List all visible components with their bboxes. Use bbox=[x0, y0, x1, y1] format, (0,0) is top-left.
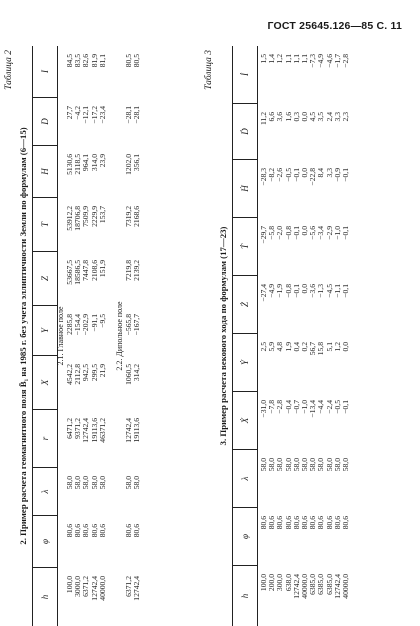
table-cell: 80,6 bbox=[65, 524, 74, 538]
page-header: ГОСТ 25645.126—85 С. 11 bbox=[267, 20, 402, 32]
table-cell: 1202,0 bbox=[124, 154, 133, 175]
table-cell: 3,3 bbox=[332, 112, 342, 122]
table-cell: 6385,0 bbox=[308, 574, 318, 595]
table-cell: −0,4 bbox=[283, 400, 293, 414]
table-cell: −2,9 bbox=[324, 226, 334, 240]
table-cell: −4,9 bbox=[316, 54, 326, 68]
table-cell: 12742,4 bbox=[124, 418, 133, 443]
table-cell: 80,6 bbox=[89, 524, 99, 538]
table-cell: 153,7 bbox=[97, 206, 107, 224]
table-cell: 58,0 bbox=[124, 476, 133, 490]
table-cell: −13,4 bbox=[308, 400, 318, 418]
table2-col-header: H bbox=[33, 146, 57, 198]
table-cell: −0,8 bbox=[283, 284, 293, 298]
table-cell: 4,8 bbox=[275, 342, 285, 352]
table-row bbox=[293, 46, 301, 626]
table-row bbox=[285, 46, 293, 626]
table3-col-header: Ẏ bbox=[233, 334, 257, 392]
table-cell: −5,8 bbox=[267, 226, 277, 240]
table-cell: 1060,5 bbox=[124, 364, 133, 385]
table-cell: −17,2 bbox=[89, 106, 99, 124]
table-cell: 46371,2 bbox=[97, 418, 107, 443]
table-cell: 58,0 bbox=[324, 458, 334, 472]
table-cell: −27,4 bbox=[259, 284, 268, 302]
table-cell: 19113,6 bbox=[132, 418, 142, 443]
table2-col-header: h bbox=[40, 594, 50, 600]
table-cell: 21,9 bbox=[97, 364, 107, 378]
table-cell: 80,6 bbox=[132, 524, 142, 538]
table-cell: 3000,0 bbox=[73, 576, 83, 597]
table-cell: 7219,8 bbox=[124, 260, 133, 281]
table-cell: 6471,2 bbox=[65, 418, 74, 439]
table-cell: 2168,6 bbox=[132, 206, 142, 227]
table-cell: 1,2 bbox=[275, 54, 285, 64]
table-cell: 58,0 bbox=[316, 458, 326, 472]
table-cell: 0,3 bbox=[291, 112, 301, 122]
table-cell: 7509,9 bbox=[81, 206, 91, 227]
table-cell: 80,6 bbox=[332, 516, 342, 530]
table-row bbox=[326, 46, 334, 626]
table-cell: 58,0 bbox=[132, 476, 142, 490]
table2-col-header: D bbox=[33, 98, 57, 146]
table-cell: 58,0 bbox=[341, 458, 350, 472]
table-cell: −29,7 bbox=[259, 226, 268, 244]
table3-col-header: Ḣ bbox=[233, 160, 257, 218]
table-cell: 3,5 bbox=[316, 112, 326, 122]
table-cell: 151,9 bbox=[97, 260, 107, 278]
table-3-label: Таблица 3 bbox=[204, 50, 214, 90]
table-cell: 80,6 bbox=[275, 516, 285, 530]
table-row bbox=[99, 46, 107, 626]
table-cell: 6385,0 bbox=[316, 574, 326, 595]
table2-col-header: T bbox=[33, 198, 57, 252]
table-cell: 80,6 bbox=[341, 516, 350, 530]
table-cell: 82,6 bbox=[81, 54, 91, 68]
table-cell: −9,5 bbox=[97, 314, 107, 328]
table-cell: −4,9 bbox=[267, 284, 277, 298]
table-cell: −0,1 bbox=[291, 284, 301, 298]
table-cell: −91,1 bbox=[89, 314, 99, 332]
table-cell: 300,0 bbox=[275, 574, 285, 592]
table-cell: −28,1 bbox=[124, 106, 133, 124]
table-cell: 80,6 bbox=[316, 516, 326, 530]
table-cell: 638,0 bbox=[283, 574, 293, 592]
table-cell: −1,0 bbox=[332, 226, 342, 240]
table2-col-header: φ bbox=[33, 516, 57, 568]
table-cell: −3,6 bbox=[308, 284, 318, 298]
table-cell: 19113,6 bbox=[89, 418, 99, 443]
table-cell: 3,6 bbox=[275, 112, 285, 122]
table-cell: −28,3 bbox=[259, 168, 268, 186]
table-cell: 80,6 bbox=[267, 516, 277, 530]
table-cell: 53667,5 bbox=[65, 260, 74, 285]
table-2-header bbox=[32, 46, 58, 626]
table-cell: 58,0 bbox=[259, 458, 268, 472]
section-title: 2.2. Дипольное поле bbox=[115, 301, 124, 371]
table3-col-header: h bbox=[240, 593, 250, 599]
table-cell: 1,1 bbox=[300, 54, 309, 64]
table-cell: −31,0 bbox=[259, 400, 268, 418]
table-cell: 80,6 bbox=[81, 524, 91, 538]
table-cell: −1,7 bbox=[332, 54, 342, 68]
table-row bbox=[91, 46, 99, 626]
table-cell: 1,5 bbox=[259, 54, 268, 64]
table-cell: 1,4 bbox=[267, 54, 277, 64]
table-cell: 81,9 bbox=[89, 54, 99, 68]
table-cell: −2,0 bbox=[275, 226, 285, 240]
table-cell: 0,0 bbox=[341, 342, 350, 352]
table-cell: 2139,2 bbox=[132, 260, 142, 281]
table-cell: 81,1 bbox=[97, 54, 107, 68]
table-cell: −4,4 bbox=[316, 400, 326, 414]
table-cell: 12742,4 bbox=[332, 574, 342, 599]
table-cell: 2,5 bbox=[259, 342, 268, 352]
table-cell: 12742,4 bbox=[132, 576, 142, 601]
table-cell: −0,5 bbox=[283, 168, 293, 182]
table-cell: −7,3 bbox=[308, 54, 318, 68]
table-cell: 12742,4 bbox=[291, 574, 301, 599]
table3-col-header: Ḋ bbox=[233, 104, 257, 160]
table-cell: 23,9 bbox=[97, 154, 107, 168]
table-cell: −0,5 bbox=[332, 400, 342, 414]
table-cell: 58,0 bbox=[65, 476, 74, 490]
table-cell: 58,0 bbox=[291, 458, 301, 472]
table-cell: 58,0 bbox=[73, 476, 83, 490]
table-cell: 2108,6 bbox=[89, 260, 99, 281]
table-cell: 80,6 bbox=[124, 524, 133, 538]
table-row bbox=[334, 46, 342, 626]
table-row bbox=[342, 46, 350, 626]
table2-col-header: λ bbox=[33, 468, 57, 516]
table-cell: 58,0 bbox=[81, 476, 91, 490]
table-cell: 100,0 bbox=[259, 574, 268, 592]
table-row bbox=[309, 46, 317, 626]
table-cell: −0,1 bbox=[341, 284, 350, 298]
table-cell: 80,6 bbox=[300, 516, 309, 530]
table2-col-header: Y bbox=[33, 306, 57, 356]
table-cell: 80,5 bbox=[132, 54, 142, 68]
table-cell: 964,1 bbox=[81, 154, 91, 172]
table-cell: 6,6 bbox=[267, 112, 277, 122]
table-cell: −2,8 bbox=[275, 400, 285, 414]
table-cell: 80,6 bbox=[73, 524, 83, 538]
table2-col-header: r bbox=[33, 410, 57, 468]
table-cell: 314,2 bbox=[132, 364, 142, 382]
table-cell: 3,3 bbox=[324, 168, 334, 178]
table-cell: 58,0 bbox=[300, 458, 309, 472]
table-cell: 12742,4 bbox=[81, 418, 91, 443]
table-cell: 1,2 bbox=[332, 342, 342, 352]
table-cell: −0,1 bbox=[291, 168, 301, 182]
table-cell: 2,4 bbox=[324, 112, 334, 122]
table-cell: −2,4 bbox=[324, 400, 334, 414]
table-cell: 299,5 bbox=[89, 364, 99, 382]
table-cell: 9371,2 bbox=[73, 418, 83, 439]
table-cell: 5,9 bbox=[267, 342, 277, 352]
table-cell: 356,1 bbox=[132, 154, 142, 172]
table-cell: 1,6 bbox=[283, 112, 293, 122]
rotated-page-content bbox=[0, 46, 392, 626]
table-cell: 56,7 bbox=[308, 342, 318, 356]
table2-col-header: X bbox=[33, 356, 57, 410]
table-row bbox=[276, 46, 284, 626]
table-row bbox=[66, 46, 74, 626]
table-cell: 0,4 bbox=[291, 342, 301, 352]
table-cell: −0,9 bbox=[332, 168, 342, 182]
table-cell: 58,0 bbox=[275, 458, 285, 472]
table3-col-header: İ bbox=[233, 46, 257, 104]
table-cell: −0,1 bbox=[341, 226, 350, 240]
table-cell: −3,4 bbox=[316, 226, 326, 240]
table3-col-header: Ż bbox=[233, 276, 257, 334]
table-cell: 7447,8 bbox=[81, 260, 91, 281]
table-row bbox=[74, 46, 82, 626]
table-cell: 1,9 bbox=[283, 342, 293, 352]
table-3-title: 3. Пример расчета векового хода по формулам (17—23) bbox=[218, 226, 228, 446]
table-cell: −1,1 bbox=[332, 284, 342, 298]
table-cell: 0,0 bbox=[300, 226, 309, 236]
table-cell: 2118,5 bbox=[73, 154, 83, 175]
table-cell: 58,0 bbox=[332, 458, 342, 472]
table-cell: 4,5 bbox=[308, 112, 318, 122]
table-row bbox=[125, 46, 133, 626]
table-cell: 7319,2 bbox=[124, 206, 133, 227]
table2-col-header: I bbox=[33, 46, 57, 98]
table-cell: 2285,8 bbox=[65, 314, 74, 335]
table-cell: −8,2 bbox=[267, 168, 277, 182]
table-cell: 40000,0 bbox=[341, 574, 350, 599]
table-cell: 27,7 bbox=[65, 106, 74, 120]
table-cell: 53912,2 bbox=[65, 206, 74, 231]
table-cell: −5,6 bbox=[308, 226, 318, 240]
table-cell: 6371,2 bbox=[81, 576, 91, 597]
table-cell: 5,1 bbox=[324, 342, 334, 352]
table-cell: 2,3 bbox=[341, 112, 350, 122]
table-cell: 1,1 bbox=[283, 54, 293, 64]
table3-col-header: λ bbox=[233, 450, 257, 508]
table-cell: −23,4 bbox=[97, 106, 107, 124]
table-row bbox=[317, 46, 325, 626]
table-cell: 58,0 bbox=[97, 476, 107, 490]
table-2-label: Таблица 2 bbox=[4, 50, 14, 90]
table-cell: −1,0 bbox=[300, 400, 309, 414]
table-cell: 18706,8 bbox=[73, 206, 83, 231]
table-cell: 2112,8 bbox=[73, 364, 83, 385]
table-cell: 80,6 bbox=[97, 524, 107, 538]
table-cell: −167,7 bbox=[132, 314, 142, 336]
table-cell: 80,6 bbox=[283, 516, 293, 530]
table-row bbox=[82, 46, 90, 626]
table-cell: −0,1 bbox=[341, 400, 350, 414]
table-cell: 80,6 bbox=[324, 516, 334, 530]
table-cell: −0,8 bbox=[283, 226, 293, 240]
table-cell: 11,2 bbox=[259, 112, 268, 126]
table-row bbox=[133, 46, 141, 626]
table-cell: −28,1 bbox=[132, 106, 142, 124]
table-cell: 6385,0 bbox=[324, 574, 334, 595]
table-cell: −0,7 bbox=[291, 400, 301, 414]
table-cell: 58,0 bbox=[308, 458, 318, 472]
table-cell: −12,1 bbox=[81, 106, 91, 124]
table-cell: 200,0 bbox=[267, 574, 277, 592]
table-row bbox=[260, 46, 268, 626]
table-cell: 80,5 bbox=[124, 54, 133, 68]
table-cell: −22,8 bbox=[308, 168, 318, 186]
table-cell: 58,0 bbox=[267, 458, 277, 472]
table3-col-header: φ bbox=[233, 508, 257, 566]
table-cell: 58,0 bbox=[89, 476, 99, 490]
table-cell: 58,0 bbox=[283, 458, 293, 472]
table-cell: 0,0 bbox=[300, 112, 309, 122]
table-cell: 6371,2 bbox=[124, 576, 133, 597]
table-cell: 40000,0 bbox=[97, 576, 107, 601]
table-cell: 314,0 bbox=[89, 154, 99, 172]
table-row bbox=[301, 46, 309, 626]
table-cell: 5130,6 bbox=[65, 154, 74, 175]
table-cell: 2229,9 bbox=[89, 206, 99, 227]
table-cell: 0,0 bbox=[300, 284, 309, 294]
table-cell: 12742,4 bbox=[89, 576, 99, 601]
table-cell: 0,2 bbox=[300, 342, 309, 352]
table-cell: −2,6 bbox=[275, 168, 285, 182]
table-cell: 100,0 bbox=[65, 576, 74, 594]
table-cell: −7,8 bbox=[267, 400, 277, 414]
table-cell: 4542,2 bbox=[65, 364, 74, 385]
table-cell: −0,1 bbox=[341, 168, 350, 182]
table-cell: 80,6 bbox=[291, 516, 301, 530]
table-cell: 84,5 bbox=[65, 54, 74, 68]
table-cell: −0,1 bbox=[291, 226, 301, 240]
table-row bbox=[268, 46, 276, 626]
table-cell: −4,6 bbox=[324, 54, 334, 68]
table-cell: −565,8 bbox=[124, 314, 133, 336]
table2-col-header: Z bbox=[33, 252, 57, 306]
table-cell: −202,9 bbox=[81, 314, 91, 336]
table-cell: −2,8 bbox=[341, 54, 350, 68]
table-cell: 80,6 bbox=[259, 516, 268, 530]
table-2-title: 2. Пример расчета геомагнитного поля B̄₁ на 1985 г. без учета эллиптичности Земли по формулам (6—15) bbox=[18, 127, 28, 545]
table-cell: 1,1 bbox=[291, 54, 301, 64]
table-cell: 83,5 bbox=[73, 54, 83, 68]
table-cell: 942,5 bbox=[81, 364, 91, 382]
table3-col-header: Ẋ bbox=[233, 392, 257, 450]
section-title: 2.1. Главное поле bbox=[56, 306, 65, 366]
table-cell: −154,4 bbox=[73, 314, 83, 336]
table-cell: 40000,0 bbox=[300, 574, 309, 599]
table-cell: 18586,5 bbox=[73, 260, 83, 285]
table-cell: 8,4 bbox=[316, 168, 326, 178]
table-cell: −1,3 bbox=[316, 284, 326, 298]
table3-col-header: Ṫ bbox=[233, 218, 257, 276]
table-3-header bbox=[232, 46, 258, 626]
table-cell: −4,5 bbox=[324, 284, 334, 298]
table-cell: 15,8 bbox=[316, 342, 326, 356]
table-cell: −1,9 bbox=[275, 284, 285, 298]
table-cell: −4,2 bbox=[73, 106, 83, 120]
table-cell: 0,0 bbox=[300, 168, 309, 178]
table-cell: 80,6 bbox=[308, 516, 318, 530]
